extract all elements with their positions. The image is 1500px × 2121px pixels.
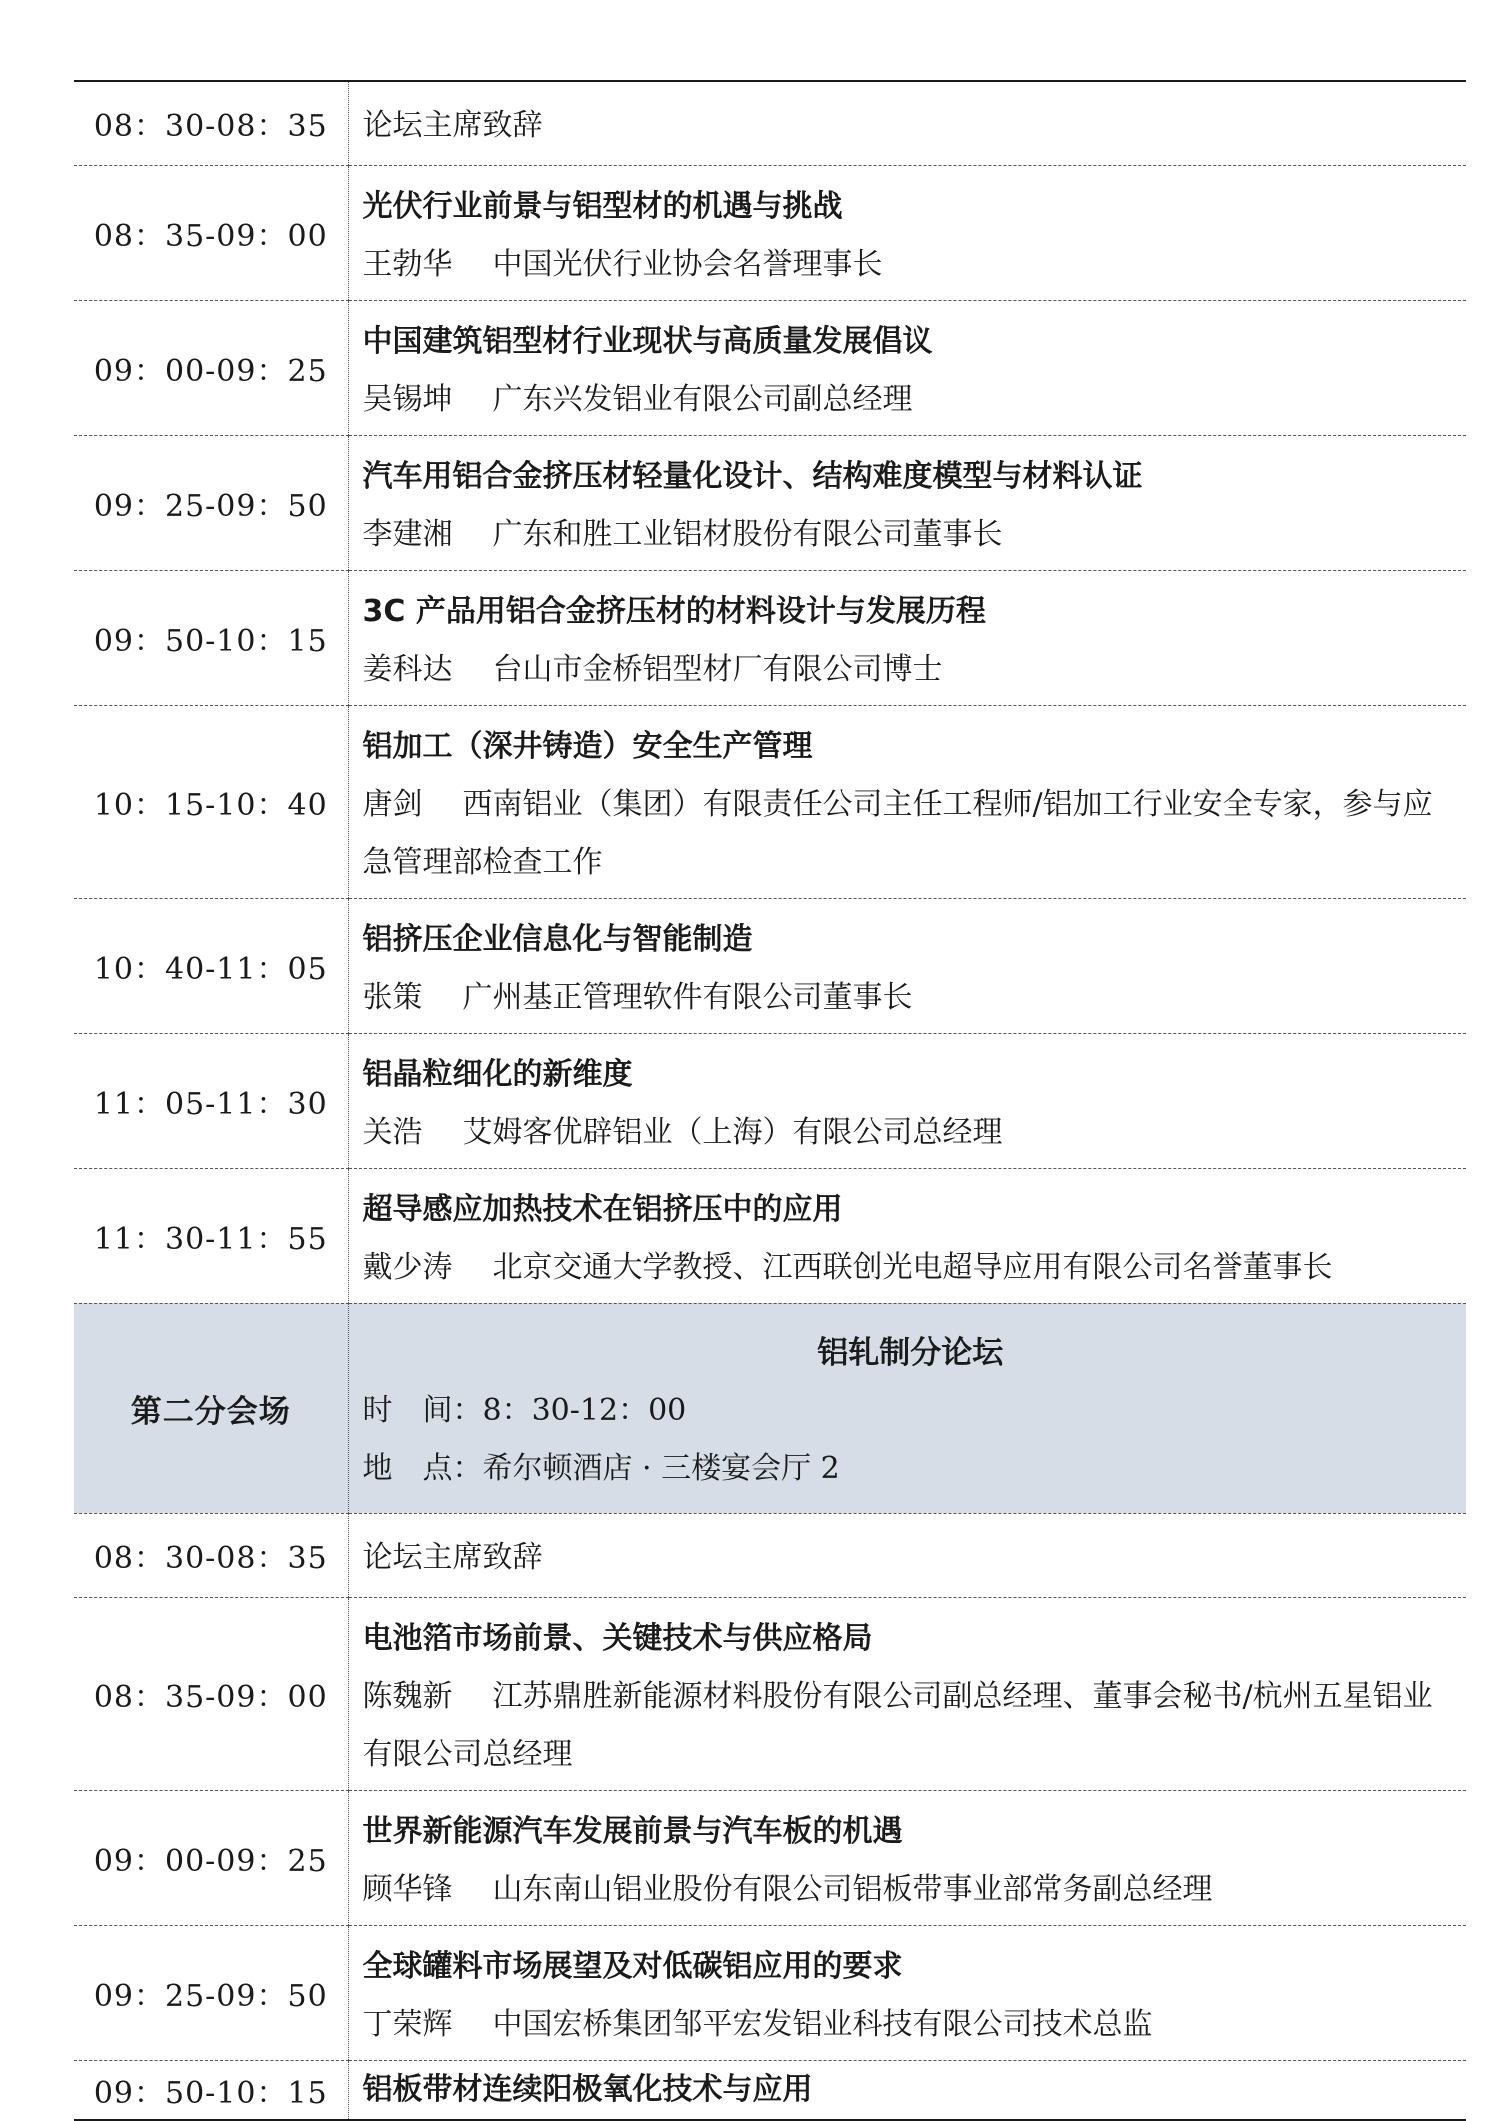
time-slot: 09：25-09：50 bbox=[74, 1925, 348, 2060]
session-cell bbox=[348, 1168, 1466, 1303]
talk-speaker-line bbox=[363, 506, 1459, 564]
talk-title: 电池箔市场前景、关键技术与供应格局 bbox=[362, 1620, 873, 1656]
session-cell bbox=[348, 1513, 1466, 1597]
schedule-row bbox=[74, 1168, 1466, 1303]
schedule-row bbox=[74, 1925, 1466, 2060]
talk-title: 中国建筑铝型材行业现状与高质量发展倡议 bbox=[362, 323, 933, 359]
speaker-name: 戴少涛 bbox=[362, 1249, 453, 1285]
speaker-name: 陈魏新 bbox=[362, 1678, 453, 1714]
speaker-name: 丁荣辉 bbox=[362, 2006, 453, 2042]
talk-speaker-line bbox=[363, 371, 1459, 429]
session-cell bbox=[348, 435, 1466, 570]
forum-place: 地 点：希尔顿酒店 · 三楼宴会厅 2 bbox=[362, 1451, 840, 1486]
schedule-row bbox=[74, 1033, 1466, 1168]
speaker-affiliation: 广东兴发铝业有限公司副总经理 bbox=[492, 381, 913, 417]
talk-title: 超导感应加热技术在铝挤压中的应用 bbox=[362, 1191, 843, 1227]
section-header-row bbox=[74, 1303, 1466, 1513]
schedule-page bbox=[74, 80, 1466, 2121]
session-text: 论坛主席致辞 bbox=[362, 1540, 543, 1575]
speaker-name: 吴锡坤 bbox=[362, 381, 453, 417]
forum-time: 时 间：8：30-12：00 bbox=[362, 1393, 687, 1428]
time-slot: 10：40-11：05 bbox=[74, 898, 348, 1033]
time-slot: 08：30-08：35 bbox=[74, 81, 348, 165]
time-slot: 09：50-10：15 bbox=[74, 570, 348, 705]
talk-speaker-line bbox=[363, 1668, 1459, 1784]
talk-speaker-line bbox=[363, 1239, 1459, 1297]
schedule-row bbox=[74, 300, 1466, 435]
schedule-row bbox=[74, 2060, 1466, 2120]
schedule-row bbox=[74, 1790, 1466, 1925]
speaker-affiliation: 北京交通大学教授、江西联创光电超导应用有限公司名誉董事长 bbox=[492, 1249, 1333, 1285]
schedule-row bbox=[74, 705, 1466, 898]
speaker-name: 李建湘 bbox=[362, 516, 453, 552]
schedule-row bbox=[74, 165, 1466, 300]
talk-speaker-line bbox=[363, 641, 1459, 699]
session-text: 论坛主席致辞 bbox=[362, 108, 543, 144]
schedule-row bbox=[74, 81, 1466, 165]
talk-title: 铝板带材连续阳极氧化技术与应用 bbox=[362, 2071, 813, 2107]
time-slot: 08：35-09：00 bbox=[74, 1597, 348, 1790]
talk-speaker-line bbox=[363, 1104, 1459, 1162]
speaker-name: 姜科达 bbox=[362, 651, 453, 687]
talk-title: 铝晶粒细化的新维度 bbox=[362, 1056, 633, 1092]
time-slot: 09：50-10：15 bbox=[74, 2060, 348, 2120]
session-cell bbox=[348, 81, 1466, 165]
time-slot: 08：30-08：35 bbox=[74, 1513, 348, 1597]
time-slot: 09：00-09：25 bbox=[74, 300, 348, 435]
session-cell bbox=[348, 1925, 1466, 2060]
speaker-name: 唐剑 bbox=[362, 786, 423, 822]
talk-speaker-line bbox=[363, 969, 1459, 1027]
speaker-affiliation: 江苏鼎胜新能源材料股份有限公司副总经理、董事会秘书/杭州五星铝业有限公司总经理 bbox=[362, 1678, 1433, 1772]
session-cell bbox=[348, 1597, 1466, 1790]
talk-title: 全球罐料市场展望及对低碳铝应用的要求 bbox=[362, 1948, 903, 1984]
venue-label: 第二分会场 bbox=[74, 1303, 348, 1513]
talk-title: 光伏行业前景与铝型材的机遇与挑战 bbox=[362, 188, 843, 224]
speaker-affiliation: 台山市金桥铝型材厂有限公司博士 bbox=[492, 651, 943, 687]
section-info-cell bbox=[348, 1303, 1466, 1513]
time-slot: 09：00-09：25 bbox=[74, 1790, 348, 1925]
time-slot: 10：15-10：40 bbox=[74, 705, 348, 898]
talk-title: 铝挤压企业信息化与智能制造 bbox=[362, 921, 753, 957]
talk-speaker-line bbox=[363, 236, 1459, 294]
speaker-affiliation: 中国宏桥集团邹平宏发铝业科技有限公司技术总监 bbox=[492, 2006, 1153, 2042]
session-cell bbox=[348, 898, 1466, 1033]
speaker-affiliation: 艾姆客优辟铝业（上海）有限公司总经理 bbox=[462, 1114, 1003, 1150]
talk-title: 3C 产品用铝合金挤压材的材料设计与发展历程 bbox=[362, 593, 986, 629]
schedule-row bbox=[74, 1513, 1466, 1597]
talk-title: 汽车用铝合金挤压材轻量化设计、结构难度模型与材料认证 bbox=[362, 458, 1143, 494]
session-cell bbox=[348, 570, 1466, 705]
speaker-affiliation: 西南铝业（集团）有限责任公司主任工程师/铝加工行业安全专家，参与应急管理部检查工作 bbox=[362, 786, 1433, 880]
speaker-affiliation: 中国光伏行业协会名誉理事长 bbox=[492, 246, 883, 282]
talk-speaker-line bbox=[363, 1861, 1459, 1919]
session-cell bbox=[348, 1033, 1466, 1168]
session-cell bbox=[348, 165, 1466, 300]
forum-name: 铝轧制分论坛 bbox=[817, 1335, 1004, 1371]
speaker-affiliation: 广东和胜工业铝材股份有限公司董事长 bbox=[492, 516, 1003, 552]
schedule-table bbox=[74, 80, 1466, 2121]
schedule-row bbox=[74, 570, 1466, 705]
speaker-name: 顾华锋 bbox=[362, 1871, 453, 1907]
speaker-name: 王勃华 bbox=[362, 246, 453, 282]
speaker-affiliation: 山东南山铝业股份有限公司铝板带事业部常务副总经理 bbox=[492, 1871, 1213, 1907]
schedule-row bbox=[74, 435, 1466, 570]
speaker-name: 张策 bbox=[362, 979, 423, 1015]
speaker-affiliation: 广州基正管理软件有限公司董事长 bbox=[462, 979, 913, 1015]
time-slot: 08：35-09：00 bbox=[74, 165, 348, 300]
talk-speaker-line bbox=[363, 1996, 1459, 2054]
talk-speaker-line bbox=[363, 776, 1459, 892]
schedule-row bbox=[74, 898, 1466, 1033]
session-cell bbox=[348, 1790, 1466, 1925]
time-slot: 11：05-11：30 bbox=[74, 1033, 348, 1168]
time-slot: 09：25-09：50 bbox=[74, 435, 348, 570]
session-cell bbox=[348, 2060, 1466, 2120]
time-slot: 11：30-11：55 bbox=[74, 1168, 348, 1303]
session-cell bbox=[348, 705, 1466, 898]
session-cell bbox=[348, 300, 1466, 435]
speaker-name: 关浩 bbox=[362, 1114, 423, 1150]
talk-title: 铝加工（深井铸造）安全生产管理 bbox=[362, 728, 813, 764]
schedule-row bbox=[74, 1597, 1466, 1790]
talk-title: 世界新能源汽车发展前景与汽车板的机遇 bbox=[362, 1813, 903, 1849]
